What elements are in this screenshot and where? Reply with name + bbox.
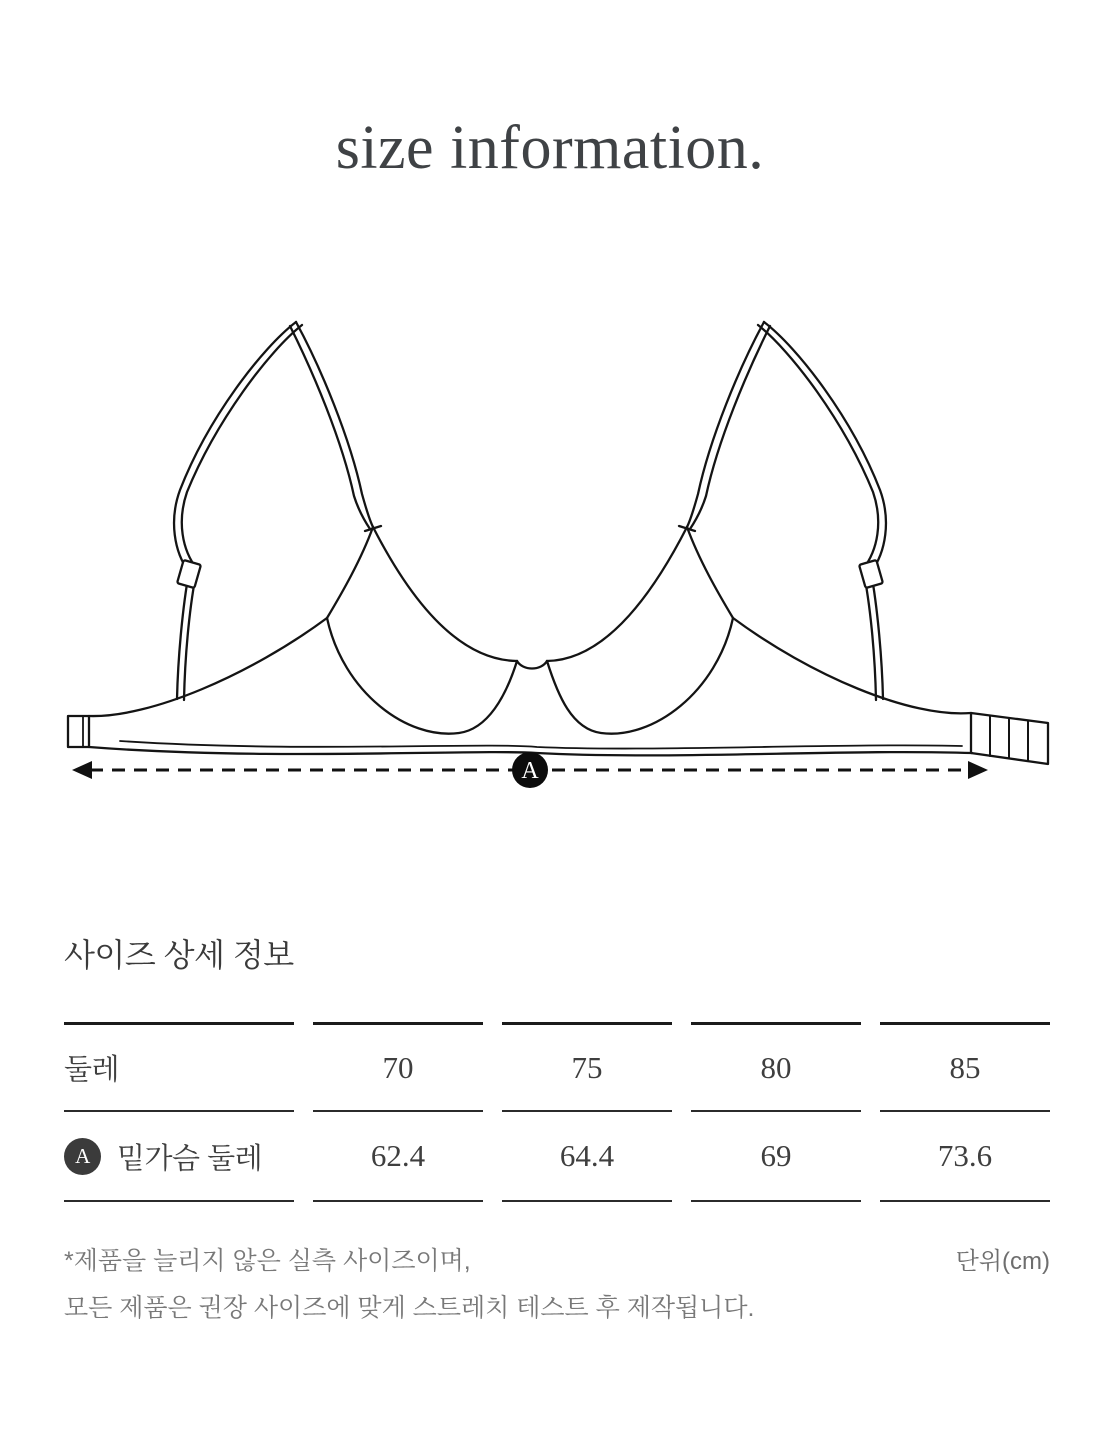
footnote-row	[64, 1243, 1050, 1280]
table-cell-underbust-85: 73.6	[880, 1112, 1050, 1202]
right-strap-outline	[764, 322, 886, 699]
right-strap-outline	[690, 326, 770, 529]
left-cup-neckline	[373, 527, 517, 661]
table-cell-size-80: 80	[691, 1022, 861, 1112]
left-strap-outline	[174, 322, 296, 699]
band-clasp	[68, 716, 89, 747]
table-row-circumference	[64, 1022, 1050, 1112]
row-label-circumference	[64, 1022, 294, 1112]
table-cell-underbust-70: 62.4	[313, 1112, 483, 1202]
measurement-marker-a-label: A	[521, 758, 539, 784]
left-wing-outline	[89, 618, 327, 716]
bra-diagram	[50, 300, 1050, 795]
right-cup-neckline	[547, 527, 687, 661]
left-strap-adjuster	[177, 560, 201, 588]
footnote-line1: *제품을 늘리지 않은 실측 사이즈이며,	[64, 1247, 471, 1275]
row-label-underbust	[64, 1112, 294, 1202]
left-cup-outline	[327, 527, 373, 618]
center-gore	[517, 661, 547, 669]
table-row-underbust	[64, 1112, 1050, 1202]
right-cup-underwire	[547, 618, 733, 734]
table-cell-size-75: 75	[502, 1022, 672, 1112]
left-strap-outline	[296, 322, 373, 527]
right-cup-outline	[687, 527, 733, 618]
measurement-arrow	[72, 752, 988, 788]
left-strap-outline	[290, 326, 370, 529]
table-cell-underbust-75: 64.4	[502, 1112, 672, 1202]
right-strap-adjuster	[859, 560, 883, 588]
unit-label: 단위(cm)	[955, 1248, 1050, 1275]
size-table	[64, 1022, 1050, 1202]
table-cell-underbust-80: 69	[691, 1112, 861, 1202]
band-seam-line	[120, 741, 962, 749]
left-cup-underwire	[327, 618, 517, 734]
size-detail-heading: 사이즈 상세 정보	[64, 937, 294, 973]
marker-a-badge: A	[64, 1138, 101, 1175]
page-title: size information.	[335, 114, 765, 182]
footnotes	[64, 1243, 1050, 1326]
right-wing-outline	[733, 618, 971, 713]
table-cell-size-85: 85	[880, 1022, 1050, 1112]
table-cell-size-70: 70	[313, 1022, 483, 1112]
footnote-line2: 모든 제품은 권장 사이즈에 맞게 스트레치 테스트 후 제작됩니다.	[64, 1294, 755, 1322]
row-label-text: 둘레	[64, 1054, 120, 1086]
row-label-text: 밑가슴 둘레	[117, 1142, 263, 1175]
right-strap-outline	[687, 322, 764, 527]
